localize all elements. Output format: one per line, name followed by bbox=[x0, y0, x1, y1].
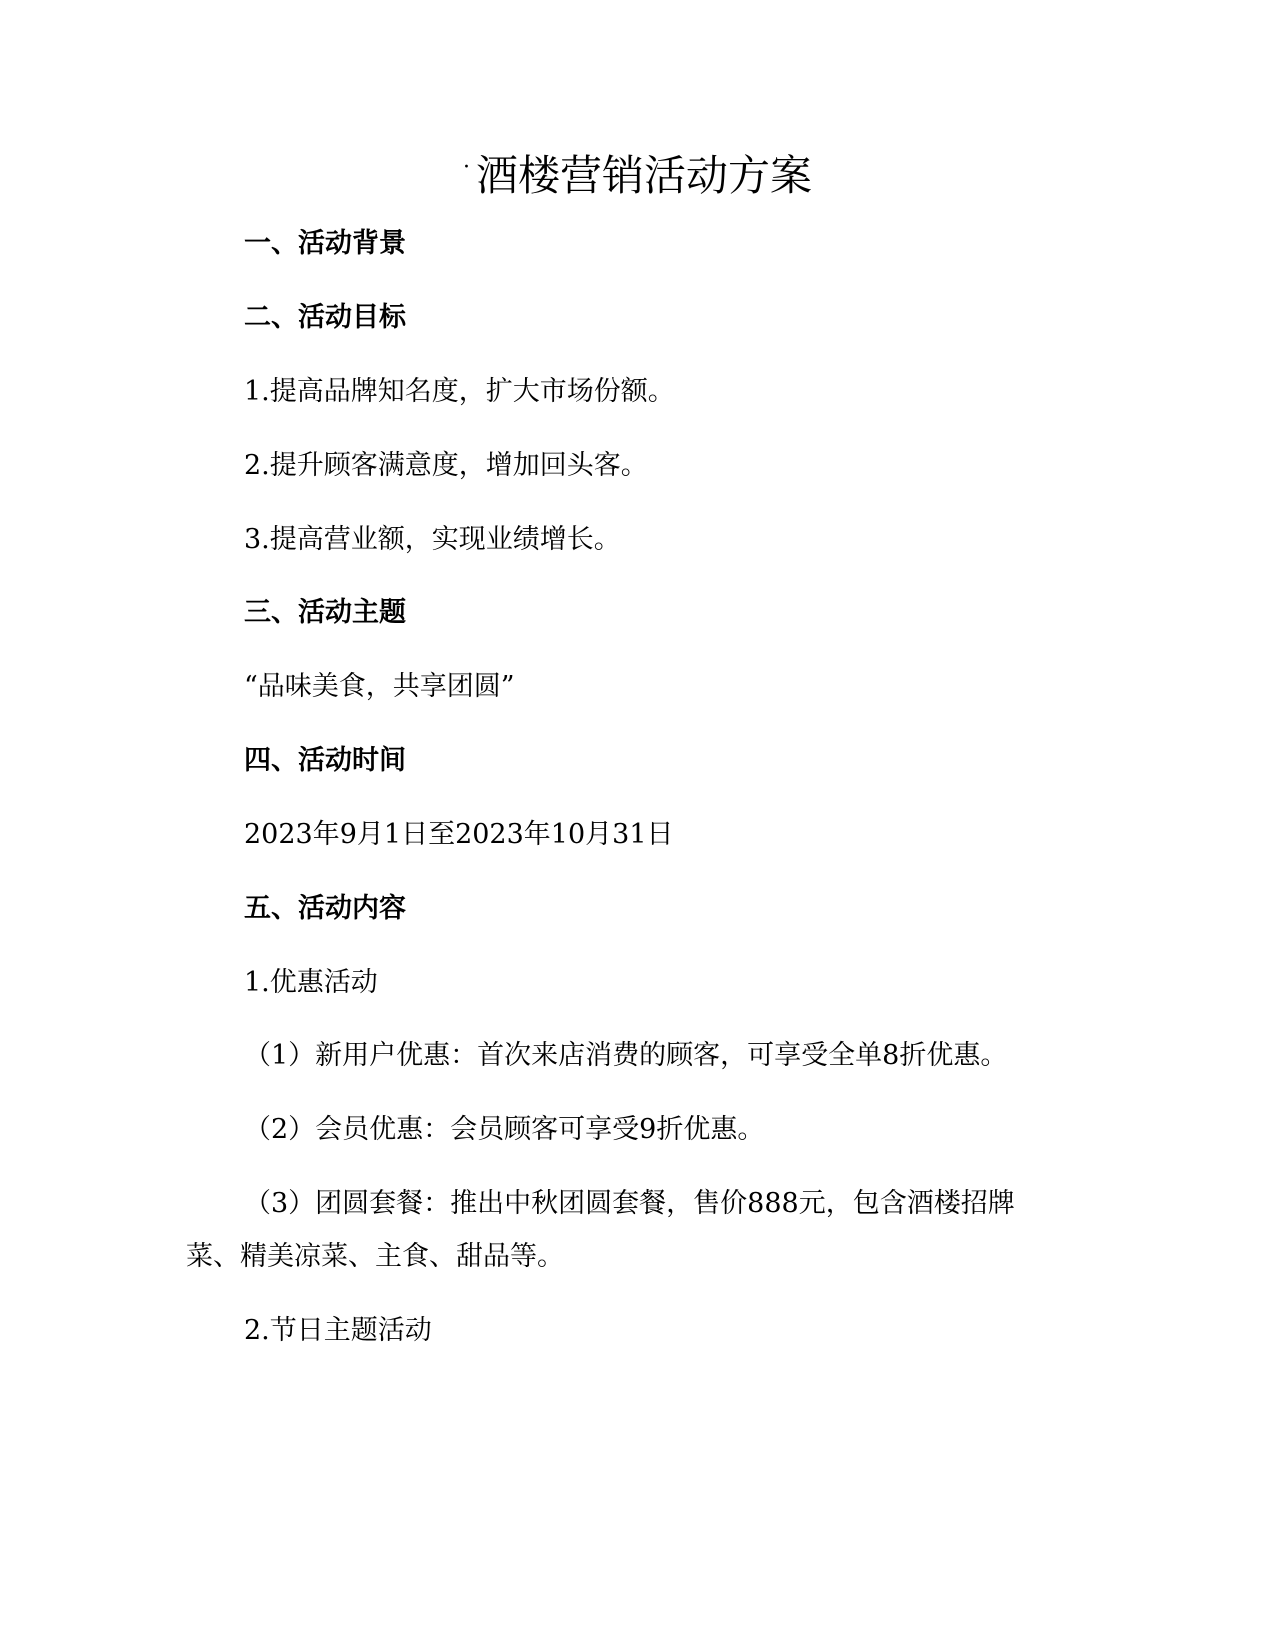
section-heading-content: 五、活动内容 bbox=[244, 893, 406, 924]
section-heading-theme: 三、活动主题 bbox=[244, 597, 406, 628]
theme-text: “品味美食，共享团圆” bbox=[244, 671, 515, 702]
content-item-festival: 2.节日主题活动 bbox=[244, 1315, 432, 1346]
section-heading-goals: 二、活动目标 bbox=[244, 302, 406, 333]
document-title bbox=[0, 148, 1275, 212]
goal-item-3: 3.提高营业额，实现业绩增长。 bbox=[244, 524, 621, 555]
goal-item-2: 2.提升顾客满意度，增加回头客。 bbox=[244, 450, 648, 481]
section-heading-background: 一、活动背景 bbox=[244, 228, 406, 259]
discount-member: （2）会员优惠：会员顾客可享受9折优惠。 bbox=[244, 1114, 765, 1145]
title-text: 酒楼营销活动方案 bbox=[475, 151, 812, 200]
discount-new-user: （1）新用户优惠：首次来店消费的顾客，可享受全单8折优惠。 bbox=[244, 1040, 1008, 1071]
section-heading-time: 四、活动时间 bbox=[244, 745, 406, 776]
activity-time-text: 2023年9月1日至2023年10月31日 bbox=[244, 819, 674, 850]
goal-item-1: 1.提高品牌知名度，扩大市场份额。 bbox=[244, 376, 675, 407]
title-mark: · bbox=[462, 155, 470, 180]
discount-reunion-set: （3）团圆套餐：推出中秋团圆套餐，售价888元，包含酒楼招牌 bbox=[244, 1188, 1015, 1219]
content-item-discounts: 1.优惠活动 bbox=[244, 967, 378, 998]
discount-reunion-set-continued: 菜、精美凉菜、主食、甜品等。 bbox=[186, 1241, 564, 1272]
